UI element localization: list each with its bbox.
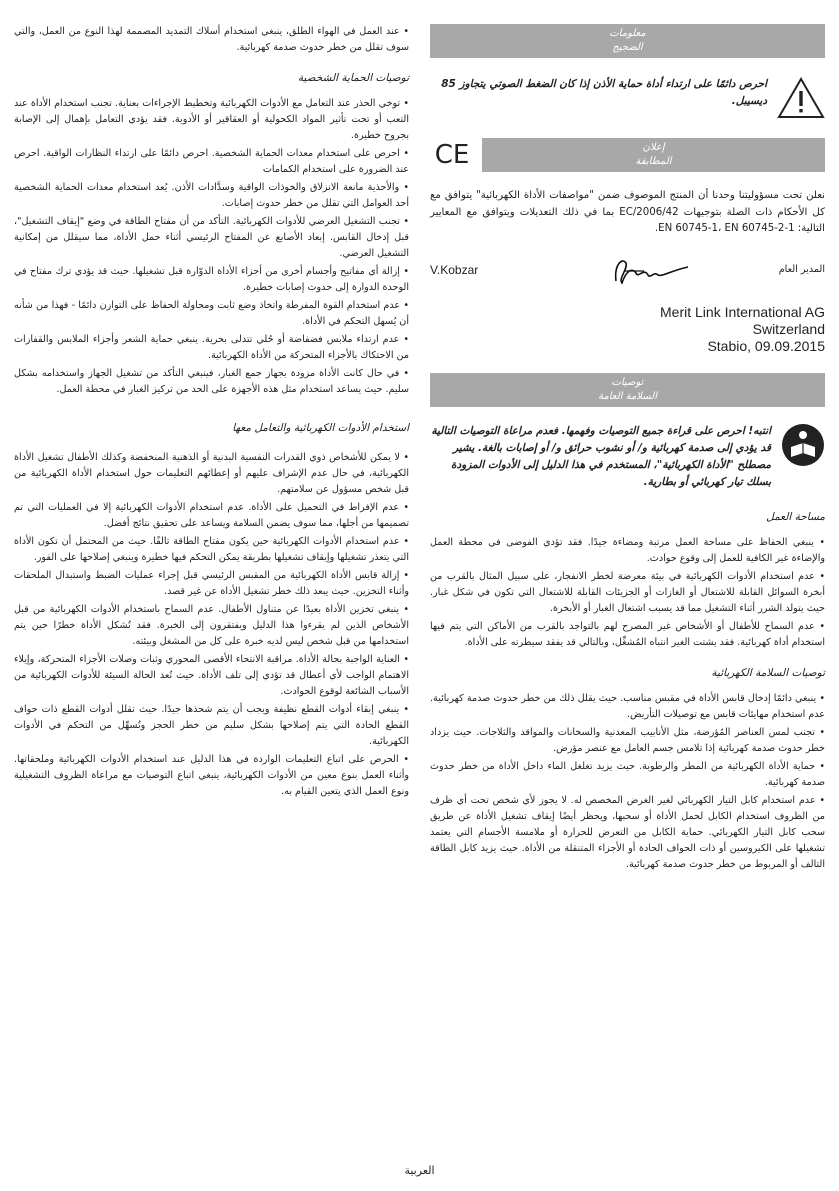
safety-section-bar: [430, 373, 825, 407]
list-item: • العناية الواجبة بحالة الأداة. مراقبة الانتحاء الأقصى المحوري وثبات وصلات الأجزاء المتحركة، وإيلاء الاهتمام الواجب لأي أعطال قد تؤدي إلى تلف الأداة. حيث تُعد الحالة السيئة للأدوات الكهربائية من الأسباب الشائعة لوقوع الحوادث.: [14, 652, 409, 700]
list-item: • تجنب التشغيل العرضي للأدوات الكهربائية. التأكد من أن مفتاح الطاقة في وضع "إيقاف التشغيل"، قبل إدخال القابس. إبعاد الأصابع عن المفتاح الرئيسي أثناء حمل الأداة، مما سيقلل من إمكانية التشغيل العرضي.: [14, 214, 409, 262]
attention-text: انتبه! احرص على قراءة جميع التوصيات وفهمها. فعدم مراعاة التوصيات التالية قد يؤدي إلى صدمة كهربائية و/ أو نشوب حرائق و/ أو إصابات بالغة. يشير مصطلح "الأداة الكهربائية"، المستخدم في هذا الدليل إلى الأدوات المزودة بسلك تيار كهربائي أو بطارية.: [431, 424, 771, 488]
declaration-text: نعلن تحت مسؤوليتنا وحدنا أن المنتج الموصوف ضمن "مواصفات الأداة الكهربائية" يتوافق مع كل الأحكام ذات الصلة بتوجيهات 2006/42/EC بما في ذلك التعديلات ويتوافق مع المعايير التالية: EN 60745-1، EN 60745-2-1.: [430, 190, 826, 234]
list-item: • الحرص على اتباع التعليمات الواردة في هذا الدليل عند استخدام الأدوات الكهربائية وملحقاتها. وأثناء العمل بنوع معين من الأدوات الكهربائية، ينبغي اتباع التوصيات مع مراعاة الظروف التشغيلية ونوع العمل الذي يتعين القيام به.: [14, 752, 409, 800]
electrical-heading: توصيات السلامة الكهربائية: [711, 666, 825, 679]
electrical-list: [430, 691, 825, 873]
handling-list: [14, 450, 409, 800]
list-item: • في حال كانت الأداة مزودة بجهاز جمع الغبار، فينبغي التأكد من تشغيل الجهاز واستخدامه بشكل سليم. حيث يساعد استخدام مثل هذه الأجهزة على الحد من تركيز الغبار في محطة العمل.: [14, 366, 409, 398]
left-column: [14, 24, 409, 802]
page-footer-language: العربية: [404, 1164, 435, 1177]
workplace-heading: مساحة العمل: [766, 510, 825, 523]
list-item: • ينبغي الحفاظ على مساحة العمل مرتبة ومضاءة جيدًا. فقد تؤدي الفوضى في محطة العمل والإضاءة غير الكافية للعمل إلى وقوع حوادث.: [430, 535, 825, 567]
list-item: • عدم استخدام الأدوات الكهربائية حين يكون مفتاح الطاقة تالفًا. حيث من المحتمل أن تكون الأداة التي يتعذر تشغيلها وإيقاف تشغيلها بطريقة يمكن التحكم فيها خطيرة وينبغي إصلاحها على الفور.: [14, 534, 409, 566]
list-item: • عدم الإفراط في التحميل على الأداة. عدم استخدام الأدوات الكهربائية إلا في العمليات التي تم تصميمها من أجلها، مما سوف يضمن السلامة ويساعد على تحقيق نتائج أفضل.: [14, 500, 409, 532]
list-item: • عدم ارتداء ملابس فضفاضة أو حُلي تتدلى بحرية. ينبغي حماية الشعر وأجزاء الملابس والقفازات من الاحتكاك بالأجزاء المتحركة من الأداة الكهربائية.: [14, 332, 409, 364]
list-item: • احرص على استخدام معدات الحماية الشخصية. احرص دائمًا على ارتداء النظارات الواقية. احرص عند الضرورة على استخدام الكمامات: [14, 146, 409, 178]
attention-block: [430, 423, 825, 491]
ce-section-bar: [482, 138, 825, 172]
list-item: • حماية الأداة الكهربائية من المطر والرطوبة. حيث يزيد تغلغل الماء داخل الأداة من خطر حدوث صدمة كهربائية.: [430, 759, 825, 791]
noise-warning-text: احرص دائمًا على ارتداء أداة حماية الأذن إذا كان الضغط الصوتي يتجاوز 85 ديسيبل.: [441, 78, 767, 107]
list-item: • والأحذية مانعة الانزلاق والخوذات الواقية وسدَّادات الأذن. يُعد استخدام معدات الحماية الشخصية أحد العوامل التي تقلل من خطر حدوث إصابات.: [14, 180, 409, 212]
company-name: Merit Link International AG: [660, 303, 825, 320]
list-item: • توخي الحذر عند التعامل مع الأدوات الكهربائية وتخطيط الإجراءات بعناية. تجنب استخدام الأداة عند التعب أو تحت تأثير المواد الكحولية أو العقاقير أو الأدوية. فقد يؤدي التعامل بإهمال إلى الإصابة بجروح خطيرة.: [14, 96, 409, 144]
company-block: [430, 304, 825, 355]
company-country: Switzerland: [752, 320, 825, 337]
noise-warning: [430, 76, 825, 120]
list-item: • لا يمكن للأشخاص ذوي القدرات النفسية البدنية أو الذهنية المنخفضة وكذلك الأطفال تشغيل الأداة الكهربائية، في حال عدم الإشراف عليهم أو إعطائهم التعليمات حول استخدام الأداة الكهربائية من قبل شخص مسؤول عن سلامتهم.: [14, 450, 409, 498]
list-item: • عدم السماح للأطفال أو الأشخاص غير المصرح لهم بالتواجد بالقرب من الأماكن التي يتم فيها استخدام أداة كهربائية. فقد يشتت الغير انتباه المُشغِّل، وبالتالي قد يفقد سيطرته على الأداة.: [430, 619, 825, 651]
list-item: • عدم استخدام الأدوات الكهربائية في بيئة معرضة لخطر الانفجار، على سبيل المثال بالقرب من أبخرة السوائل القابلة للاشتعال أو الغازات أو الجزيئات القابلة للاشتعال التي تكون في شكل غبار. حيث يتولد الشرر أثناء التشغيل مما قد يسبب اشتعال الغبار أو الأبخرة.: [430, 569, 825, 617]
personal-list: [14, 96, 409, 398]
list-item: • عدم استخدام كابل التيار الكهربائي لغير الغرض المخصص له. لا يجوز لأي شخص تحت أي ظرف من الظروف استخدام الكابل لحمل الأداة أو سحبها، ويحظر أيضًا إيقاف تشغيل الأداة عن طريق سحب كابل التيار الكهربائي. حماية الكابل من التعرض للحرارة أو ملامسة الأجسام التي يعتمد تشغيلها على الكيروسين أو ذات الحواف الحادة أو الأجزاء المتنقلة من الأداة. حيث يزيد كابل الطاقة التالف أو المربوط من خطر حدوث صدمة كهربائية.: [430, 793, 825, 873]
company-place-date: Stabio, 09.09.2015: [707, 337, 825, 354]
list-item: • ينبغي تخزين الأداة بعيدًا عن متناول الأطفال. عدم السماح باستخدام الأدوات الكهربائية من قبل الأشخاص الذين لم يقرءوا هذا الدليل ويفتقرون إلى الخبرة. فقد تُشكل الأداة خطرًا حين يتم استخدامها من قبل شخص ليس لديه خبرة على كل من المشغل وبيئته.: [14, 602, 409, 650]
signer-name: V.Kobzar: [430, 262, 479, 277]
manager-label: المدير العام: [778, 264, 825, 275]
list-item: • ينبغي دائمًا إدخال قابس الأداة في مقبس مناسب. حيث يقلل ذلك من خطر حدوث صدمة كهربائية. عدم استخدام مهايئات قابس مع توصيلات التأريض.: [430, 691, 825, 723]
noise-section-bar: [430, 24, 825, 58]
list-item: • إزالة أي مفاتيح وأجسام أخرى من أجزاء الأداة الدوّارة قبل تشغيلها. حيث قد يؤدي ترك مفتاح في الوحدة الدوارة إلى حدوث إصابات خطيرة.: [14, 264, 409, 296]
list-item: • ينبغي إبقاء أدوات القطع نظيفة ويجب أن يتم شحذها جيدًا. حيث تقلل أدوات القطع ذات حواف القطع الحادة التي يتم إصلاحها بشكل سليم من خطر الحجز وتُسهِّل من التحكم في الأدوات الكهربائية.: [14, 702, 409, 750]
list-item: • تجنب لمس العناصر المُؤرضة، مثل الأنابيب المعدنية والسخانات والمواقد والثلاجات. حيث يزداد خطر حدوث صدمة كهربائية إذا تلامس جسم العامل مع عنصر مؤرض.: [430, 725, 825, 757]
right-column: [430, 24, 825, 875]
ce-header: [430, 138, 825, 172]
safety-bar-line-1: توصيات: [611, 376, 644, 388]
noise-bar-line-1: معلومات: [609, 28, 646, 39]
ce-bar-line-1: إعلان: [642, 142, 665, 153]
ce-bar-line-2: المطابقة: [635, 156, 672, 167]
personal-heading: توصيات الحماية الشخصية: [297, 72, 409, 84]
read-manual-icon: [781, 423, 825, 467]
noise-bar-line-2: الضجيج: [612, 42, 643, 53]
list-item: • إزالة قابس الأداة الكهربائية من المقبس الرئيسي قبل إجراء عمليات الضبط واستبدال الملحقات وأثناء التخزين. حيث يبعد ذلك خطر تشغيل الأداة عن غير قصد.: [14, 568, 409, 600]
warning-triangle-icon: [777, 76, 825, 120]
signature-image: [604, 253, 694, 287]
ce-mark-icon: CE: [434, 140, 470, 170]
handling-heading: استخدام الأدوات الكهربائية والتعامل معها: [232, 422, 409, 434]
safety-bar-line-2: السلامة العامة: [597, 390, 658, 402]
signature-row: [430, 252, 825, 288]
list-item: • عدم استخدام القوة المفرطة واتخاذ وضع ثابت ومحاولة الحفاظ على التوازن دائمًا - فهذا من شأنه أن يُسهل التحكم في الأداة.: [14, 298, 409, 330]
workplace-list: [430, 535, 825, 651]
list-item: • عند العمل في الهواء الطلق، ينبغي استخدام أسلاك التمديد المصممة لهذا النوع من العمل، والتي سوف تقلل من خطر حدوث صدمة كهربائية.: [14, 24, 409, 56]
